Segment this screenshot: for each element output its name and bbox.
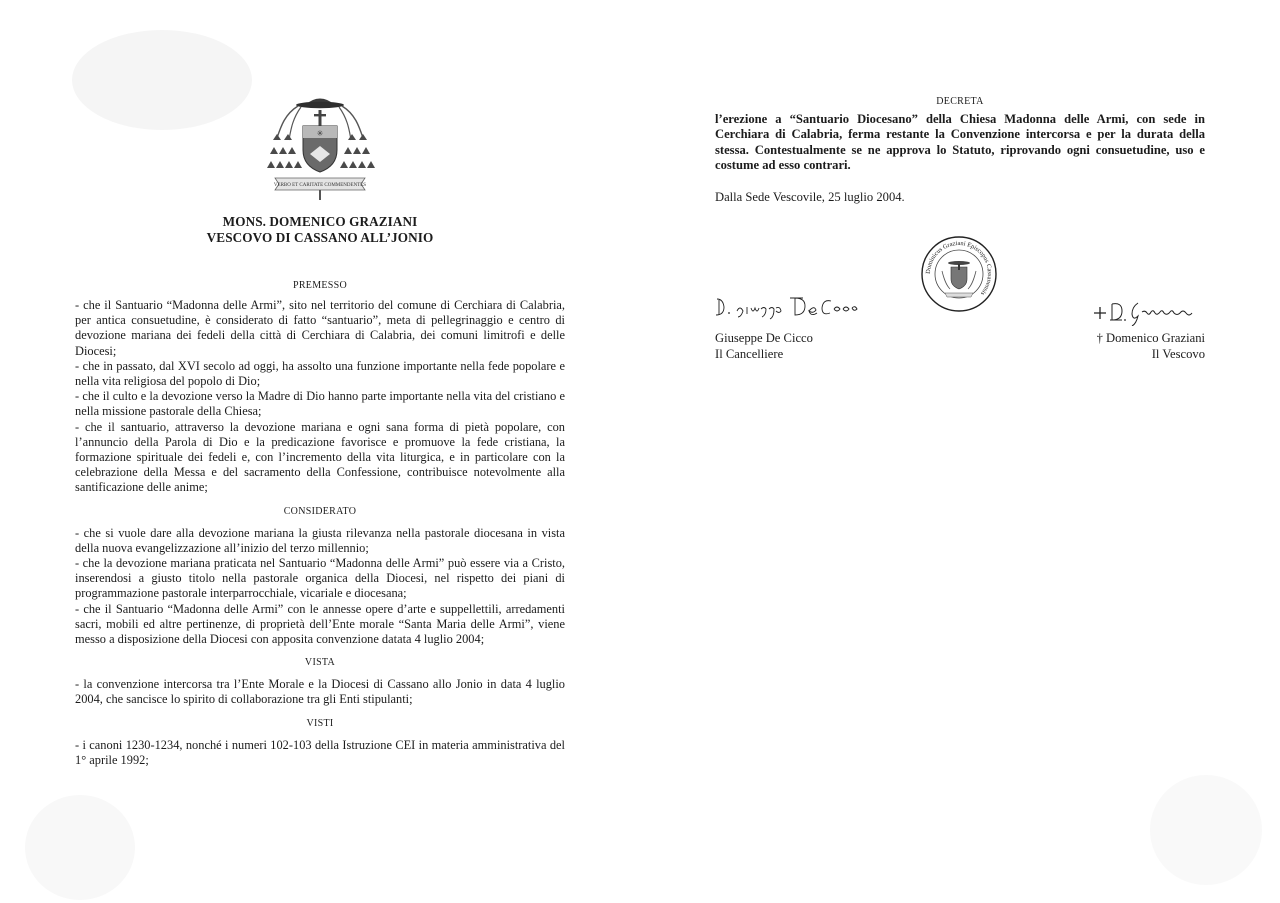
considerato-section (75, 526, 565, 648)
scan-blotch (1150, 775, 1262, 885)
place-date: Dalla Sede Vescovile, 25 luglio 2004. (715, 189, 905, 204)
list-item: - che il Santuario “Madonna delle Armi”, sito nel territorio del comune di Cerchiara di Calabria, per antica consuetudine, è considerato di fatto “santuario”, meta di pellegrinaggio e centro di devozione mariana dei fedeli della città di Cerchiara di Calabria, dei comuni limitrofi e delle Diocesi; (75, 298, 565, 358)
decree-text: l’erezione a “Santuario Diocesano” della Chiesa Madonna delle Armi, con sede in Cerchiara di Calabria, ferma restante la Convenzione intercorsa e per la durata della stessa. Contestualmente se ne approva lo Statuto, riprovando ogni consuetudine, uso e costume ad esso contrari. (715, 112, 1205, 173)
visti-heading: VISTI (306, 717, 334, 729)
list-item: - che in passato, dal XVI secolo ad oggi, ha assolto una funzione importante nella fede popolare e nella vita religiosa del popolo di Dio; (75, 358, 565, 389)
author-name: MONS. DOMENICO GRAZIANI (222, 214, 418, 229)
scan-blotch (25, 795, 135, 900)
author-title: VESCOVO DI CASSANO ALL’JONIO (206, 230, 434, 245)
bishop-signature (1092, 298, 1204, 326)
list-item: - che il Santuario “Madonna delle Armi” con le annesse opere d’arte e suppellettili, arredamenti sacri, mobili ed altre pertinenze, di proprietà dell’Ente morale “Santa Maria delle Armi”, viene messo a disposizione della Diocesi con apposita convenzione datata 4 luglio 2004; (75, 601, 565, 647)
chancellor-role: Il Cancelliere (715, 346, 784, 361)
chancellor-name: Giuseppe De Cicco (715, 331, 813, 345)
bishop-name: † Domenico Graziani (1096, 331, 1205, 345)
list-item: - che il santuario, attraverso la devozione mariana e ogni sana forma di pietà popolare, con l’annuncio della Parola di Dio e la predicazione favorisce e promuove la fede cristiana, la formazione spirituale dei fedeli e, con l’incremento della vita liturgica, e in particolare con la celebrazione della Messa e del sacramento della Confessione, contribuisce notevolmente alla santificazione delle anime; (75, 419, 565, 495)
left-page (75, 88, 565, 768)
list-item: - che si vuole dare alla devozione mariana la giusta rilevanza nella pastorale diocesana in vista della nuova evangelizzazione all’inizio del terzo millennio; (75, 525, 565, 555)
list-item: - la convenzione intercorsa tra l’Ente Morale e la Diocesi di Cassano allo Jonio in data 4 luglio 2004, che sancisce lo spirito di collaborazione tra gli Enti stipulanti; (75, 677, 565, 707)
premesso-heading: PREMESSO (292, 280, 348, 291)
list-item: - che il culto e la devozione verso la Madre di Dio hanno parte importante nella vita del cristiano e nella missione pastorale della Chiesa; (75, 389, 565, 419)
vista-heading: VISTA (304, 657, 336, 669)
bishop-role: Il Vescovo (1151, 346, 1205, 361)
vista-section (75, 677, 565, 707)
chancellor-signature (713, 295, 858, 321)
author-heading (75, 214, 565, 246)
seal-text: Dominicus Graziani Episcopus Cassanensis (924, 239, 994, 297)
bishop-signature-block (1097, 331, 1205, 362)
episcopal-seal (920, 235, 998, 313)
considerato-heading: CONSIDERATO (283, 505, 357, 517)
decreta-heading: DECRETA (936, 96, 984, 107)
bishop-coat-of-arms (265, 88, 375, 200)
chancellor-signature-block (715, 331, 813, 362)
list-item: - i canoni 1230-1234, nonché i numeri 102-103 della Istruzione CEI in materia amministrativa del 1° aprile 1992; (75, 737, 565, 767)
right-page (715, 88, 1205, 205)
premesso-section (75, 298, 565, 496)
motto-ribbon-text: VERBO ET CARITATE COMMENDENTES (273, 183, 367, 188)
svg-text:✳: ✳ (316, 129, 324, 138)
visti-section (75, 738, 565, 768)
list-item: - che la devozione mariana praticata nel Santuario “Madonna delle Armi” può essere via a Cristo, inserendosi a giusto titolo nella pastorale organica della Diocesi, nel rispetto dei piani di programmazione pastorale interparrocchiale, vicariale e diocesana; (75, 556, 565, 601)
